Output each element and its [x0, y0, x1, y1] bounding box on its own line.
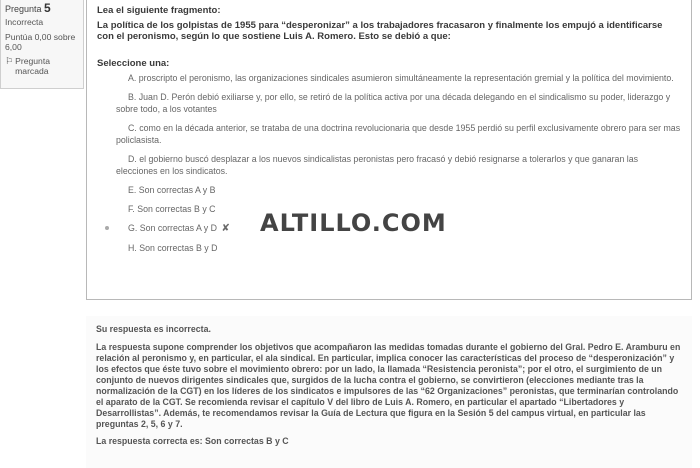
incorrect-icon: ✘ [221, 222, 230, 234]
answer-option-d[interactable] [97, 153, 681, 177]
answer-prompt: Seleccione una: [97, 57, 170, 69]
answer-option-b[interactable] [97, 91, 681, 115]
question-intro: Lea el siguiente fragmento: [97, 5, 221, 16]
answer-option-text: D. el gobierno buscó desplazar a los nuevos sindicalistas peronistas pero fracasó y debió resignarse a tolerarlos y que ganaran las elecciones en los sindicatos. [116, 153, 639, 176]
answer-option-text: E. Son correctas A y B [128, 184, 216, 195]
flag-question-toggle[interactable] [5, 56, 79, 76]
question-number [5, 3, 79, 14]
question-state: Incorrecta [5, 17, 44, 27]
question-text [97, 5, 681, 43]
feedback-status: Su respuesta es incorrecta. [96, 324, 211, 334]
flag-label: Pregunta marcada [15, 56, 51, 76]
question-label: Pregunta [5, 4, 42, 14]
question-grade: Puntúa 0,00 sobre 6,00 [5, 32, 76, 52]
question-info-panel [0, 0, 84, 89]
answer-option-text: B. Juan D. Perón debió exiliarse y, por ello, se retiró de la política activa por una década delegando en el sindicalismo su poder, liderazgo y sobre todo, a los votantes [116, 91, 671, 114]
answer-option-a[interactable] [97, 72, 681, 84]
answer-option-text: C. como en la década anterior, se trataba de una doctrina revolucionaria que desde 1955 perdió su perfil exclusivamente obrero para ser mas policlasista. [116, 122, 681, 145]
answer-option-h[interactable] [97, 242, 681, 254]
feedback-explanation: La respuesta supone comprender los objetivos que acompañaron las medidas tomadas durante el gobierno del Gral. Pedro E. Aramburu en relación al peronismo y, en particular, el ala sindical. En particular, implica conocer las características del proceso de “desperonización” y los efectos que éste tuvo sobre el movimiento obrero: por un lado, la llamada “Resistencia peronista”; por el otro, el surgimiento de un conjunto de nuevos dirigentes sindicales que, surgidos de la lucha contra el gobierno, se convirtieron (elecciones mediante tras la normalización de la CGT) en los líderes de los sindicatos e impulsores de las “62 Organizaciones” peronistas, que terminarían controlando el aparato de la CGT. Se recomienda revisar el capítulo V del libro de Luis A. Romero, en particular el apartado “Libertadores y Desarrollistas”. Además, te recomendamos revisar la Guía de Lectura que figura en la Sesión 5 del campus virtual, en particular las preguntas 2, 5, 6 y 7. [96, 342, 681, 429]
answer-option-e[interactable] [97, 184, 681, 196]
answer-option-text: H. Son correctas B y D [128, 242, 218, 253]
question-content [86, 0, 692, 300]
answer-option-text: A. proscripto el peronismo, las organizaciones sindicales asumieron simultáneamente la representación gremial y la política del movimiento. [128, 72, 674, 83]
feedback-correct-answer: La respuesta correcta es: Son correctas B y C [96, 436, 289, 446]
radio-selected-icon[interactable] [105, 226, 109, 230]
question-body: La política de los golpistas de 1955 para “desperonizar” a los trabajadores fracasaron y finalmente los empujó a identificarse con el peronismo, según lo que sostiene Luis A. Romero. Esto se debió a que: [97, 19, 663, 42]
feedback-panel [86, 316, 692, 468]
answer-option-text: G. Son correctas A y D [128, 222, 217, 233]
answer-option-text: F. Son correctas B y C [128, 203, 216, 214]
watermark: ALTILLO.COM [260, 209, 447, 237]
answer-option-c[interactable] [97, 122, 681, 146]
question-number-value: 5 [44, 1, 51, 15]
flag-icon: ⚐ [5, 56, 14, 66]
